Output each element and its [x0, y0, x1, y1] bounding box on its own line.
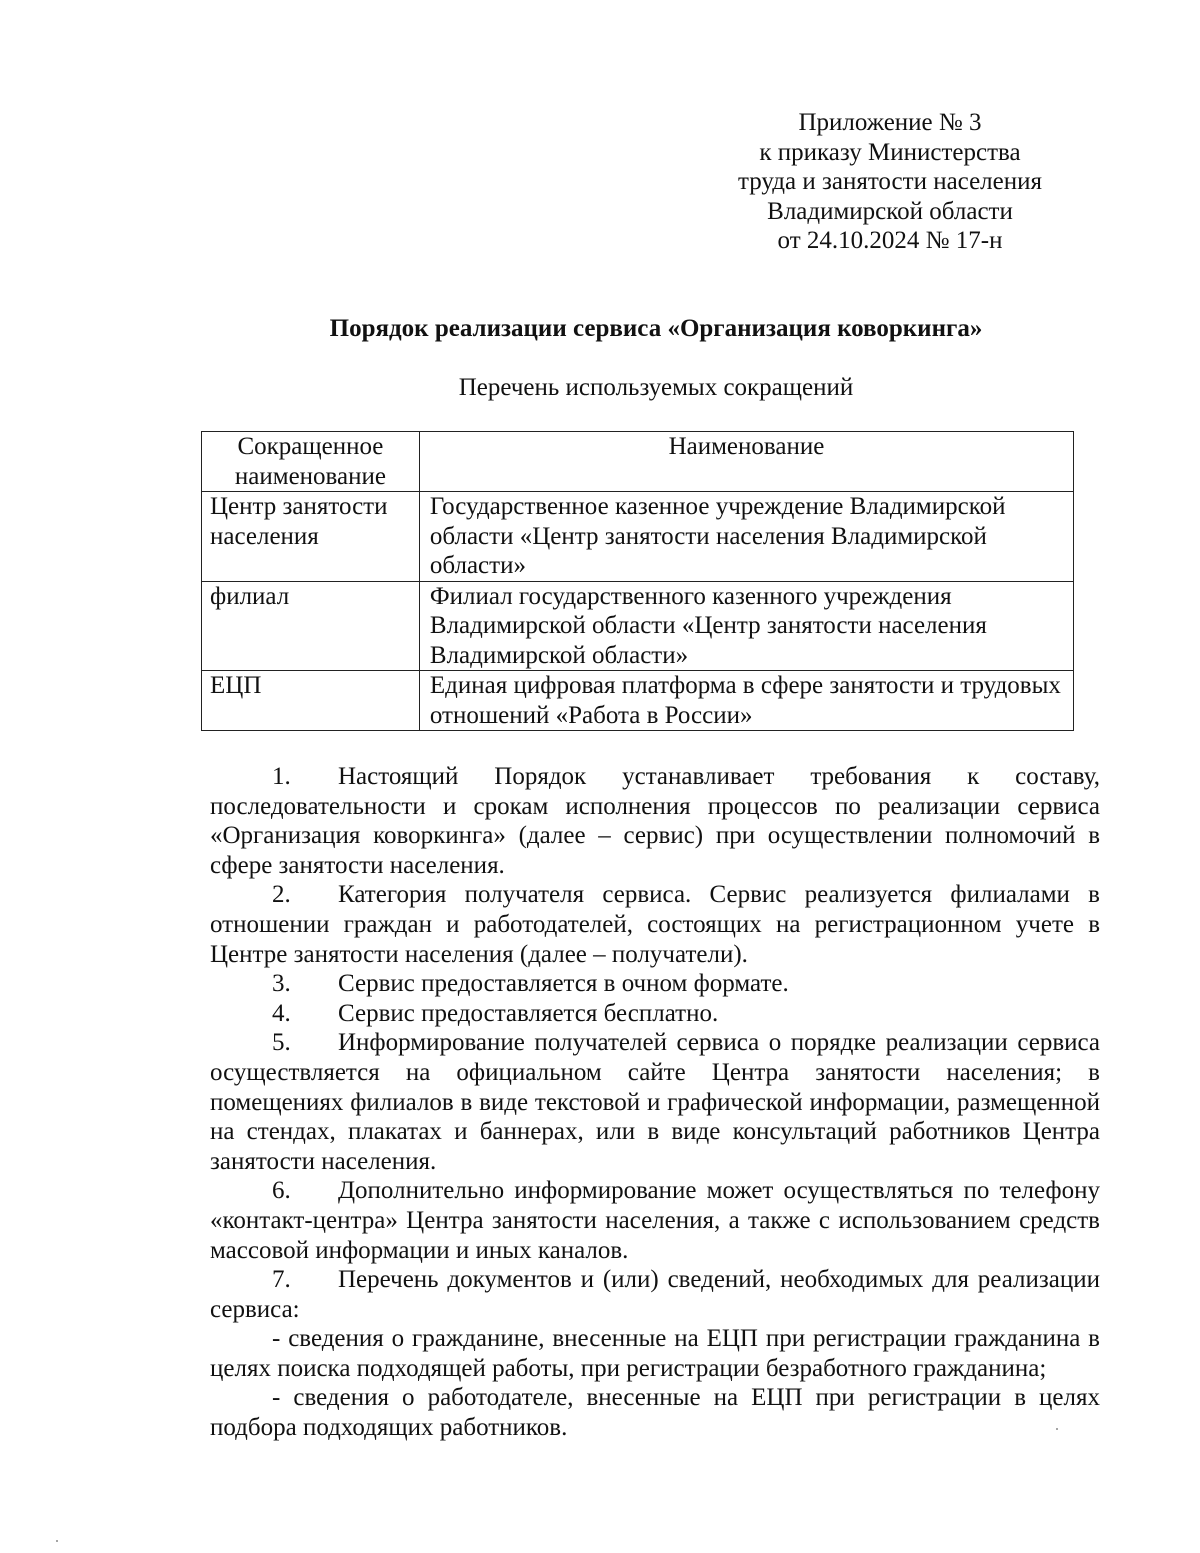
abbreviations-table — [201, 431, 1074, 731]
scan-speck — [1056, 1428, 1058, 1430]
paragraph-number: 3. — [272, 970, 291, 998]
table-row — [202, 671, 1074, 731]
abbreviation-cell: Центр занятости населения — [202, 492, 420, 582]
numbered-paragraph — [210, 1265, 1100, 1324]
full-name-cell: Единая цифровая платформа в сфере занятости и трудовых отношений «Работа в России» — [419, 671, 1073, 731]
numbered-paragraph — [210, 762, 1100, 880]
numbered-paragraph — [210, 969, 1100, 999]
numbered-paragraph — [210, 880, 1100, 969]
paragraph-text: Дополнительно информирование может осуществляться по телефону «контакт-центра» Центра занятости населения, а также с использованием средств массовой информации и иных каналов. — [210, 1177, 1100, 1264]
paragraph-text: Информирование получателей сервиса о порядке реализации сервиса осуществляется на официальном сайте Центра занятости населения; в помещениях филиалов в виде текстовой и графической информации, размещенной на стендах, плакатах и баннерах, или в виде консультаций работников Центра занятости населения. — [210, 1029, 1100, 1175]
paragraph-text: Категория получателя сервиса. Сервис реализуется филиалами в отношении граждан и работодателей, состоящих на регистрационном учете в Центре занятости населения (далее – получатели). — [210, 881, 1100, 968]
bullet-item: - сведения о гражданине, внесенные на ЕЦП при регистрации гражданина в целях поиска подходящей работы, при регистрации безработного гражданина; — [210, 1325, 1100, 1382]
bullet-item: - сведения о работодателе, внесенные на ЕЦП при регистрации в целях подбора подходящих работников. — [210, 1384, 1100, 1442]
numbered-paragraph — [210, 1176, 1100, 1265]
paragraph-text: Настоящий Порядок устанавливает требования к составу, последовательности и срокам исполнения процессов по реализации сервиса «Организация коворкинга» (далее – сервис) при осуществлении полномочий в сфере занятости населения. — [210, 763, 1100, 879]
abbreviation-cell: ЕЦП — [202, 671, 420, 731]
paragraph-number: 1. — [272, 763, 291, 790]
table-row — [202, 581, 1074, 671]
full-name-cell: Государственное казенное учреждение Владимирской области «Центр занятости населения Владимирской области» — [419, 492, 1073, 582]
numbered-paragraph — [210, 1028, 1100, 1176]
abbreviation-cell: филиал — [202, 581, 420, 671]
scan-speck — [56, 1540, 58, 1542]
paragraph-number: 2. — [272, 881, 291, 909]
paragraph-number: 7. — [272, 1266, 291, 1294]
abbreviations-title: Перечень используемых сокращений — [458, 374, 854, 401]
paragraph-text: Сервис предоставляется в очном формате. — [338, 970, 789, 998]
document-body — [210, 762, 1100, 1443]
appendix-number: Приложение № 3 — [798, 109, 982, 136]
region-name: Владимирской области — [767, 197, 1013, 225]
numbered-paragraph — [210, 999, 1100, 1029]
paragraph-number: 4. — [272, 999, 291, 1027]
ministry-name: труда и занятости населения — [737, 168, 1043, 195]
paragraph-number: 5. — [272, 1029, 291, 1057]
table-header-cell: Наименование — [419, 432, 1073, 492]
table-header-row — [202, 432, 1074, 492]
document-title: Порядок реализации сервиса «Организация коворкинга» — [329, 315, 983, 342]
paragraph-text: Сервис предоставляется бесплатно. — [338, 999, 719, 1027]
paragraph-text: Перечень документов и (или) сведений, необходимых для реализации сервиса: — [210, 1266, 1100, 1323]
full-name-cell: Филиал государственного казенного учреждения Владимирской области «Центр занятости населения Владимирской области» — [419, 581, 1073, 671]
paragraph-number: 6. — [272, 1177, 291, 1205]
order-reference: к приказу Министерства — [759, 138, 1021, 166]
table-row — [202, 492, 1074, 582]
table-header-cell: Сокращенное наименование — [202, 432, 420, 492]
order-date-number: от 24.10.2024 № 17-н — [777, 227, 1003, 254]
appendix-header — [720, 108, 1060, 256]
